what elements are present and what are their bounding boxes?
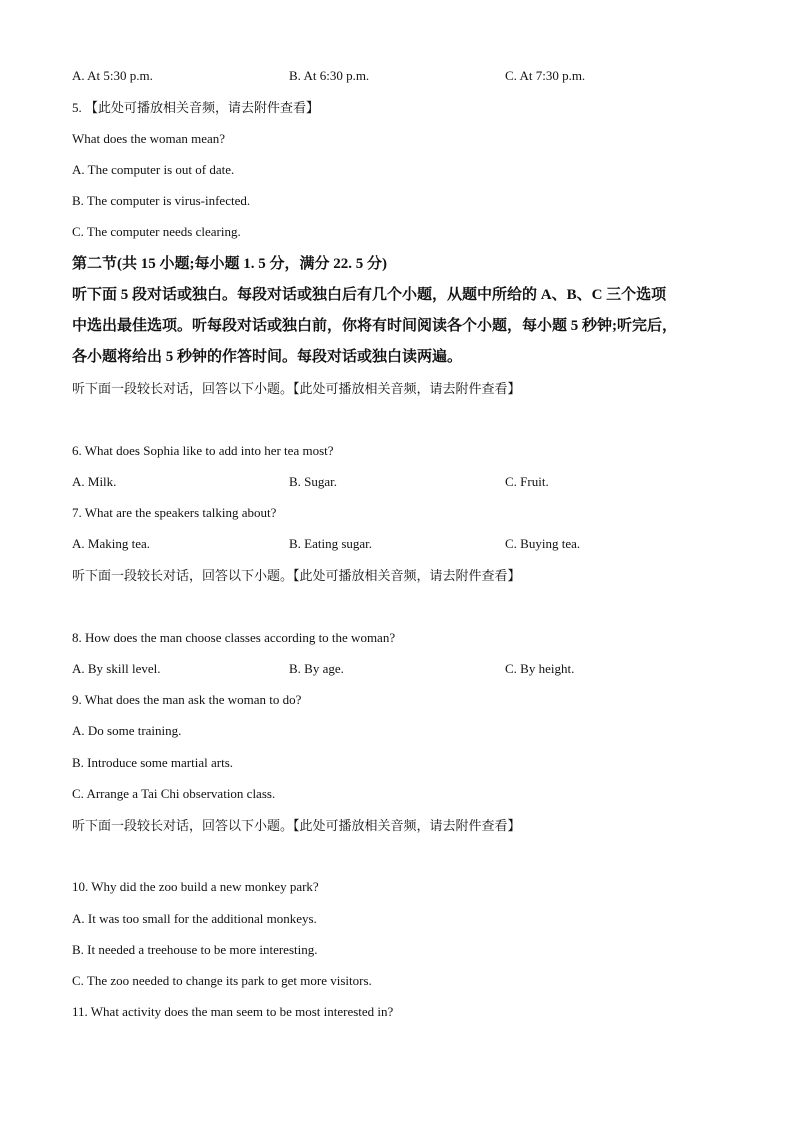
q11-question: 11. What activity does the man seem to be most interested in?	[72, 1004, 394, 1019]
q7-question: 7. What are the speakers talking about?	[72, 505, 277, 520]
q10-question: 10. Why did the zoo build a new monkey park?	[72, 879, 319, 894]
section2-instruction-1: 听下面 5 段对话或独白。每段对话或独白后有几个小题，从题中所给的 A、B、C 三个选项	[72, 287, 667, 303]
q7-option-c: C. Buying tea.	[505, 536, 581, 551]
audio-note-2: 听下面一段较长对话，回答以下小题。【此处可播放相关音频，请去附件查看】	[72, 568, 521, 583]
q5-option-c: C. The computer needs clearing.	[72, 224, 241, 239]
q10-option-c: C. The zoo needed to change its park to get more visitors.	[72, 973, 372, 988]
q8-question: 8. How does the man choose classes according to the woman?	[72, 630, 396, 645]
audio-note-1: 听下面一段较长对话，回答以下小题。【此处可播放相关音频，请去附件查看】	[72, 381, 521, 396]
q8-option-b: B. By age.	[289, 661, 344, 676]
q5-option-b: B. The computer is virus-infected.	[72, 193, 251, 208]
q8-option-c: C. By height.	[505, 661, 575, 676]
q4-option-a: A. At 5:30 p.m.	[72, 68, 153, 83]
q9-option-b: B. Introduce some martial arts.	[72, 755, 234, 770]
q7-option-a: A. Making tea.	[72, 536, 150, 551]
q7-option-b: B. Eating sugar.	[289, 536, 373, 551]
section2-title: 第二节(共 15 小题;每小题 1. 5 分，满分 22. 5 分)	[72, 256, 387, 272]
q9-option-a: A. Do some training.	[72, 723, 182, 738]
q5-question: What does the woman mean?	[72, 131, 226, 146]
audio-note-3: 听下面一段较长对话，回答以下小题。【此处可播放相关音频，请去附件查看】	[72, 818, 521, 833]
q10-option-b: B. It needed a treehouse to be more interesting.	[72, 942, 318, 957]
section2-instruction-3: 各小题将给出 5 秒钟的作答时间。每段对话或独白读两遍。	[72, 349, 463, 365]
q9-option-c: C. Arrange a Tai Chi observation class.	[72, 786, 276, 801]
q8-option-a: A. By skill level.	[72, 661, 161, 676]
q5-header: 5. 【此处可播放相关音频，请去附件查看】	[72, 100, 320, 115]
q6-option-b: B. Sugar.	[289, 474, 338, 489]
q4-option-b: B. At 6:30 p.m.	[289, 68, 370, 83]
q4-option-c: C. At 7:30 p.m.	[505, 68, 586, 83]
q6-option-c: C. Fruit.	[505, 474, 549, 489]
q5-option-a: A. The computer is out of date.	[72, 162, 235, 177]
q6-question: 6. What does Sophia like to add into her tea most?	[72, 443, 334, 458]
section2-instruction-2: 中选出最佳选项。听每段对话或独白前，你将有时间阅读各个小题，每小题 5 秒钟;听完后，	[72, 318, 677, 334]
q10-option-a: A. It was too small for the additional monkeys.	[72, 911, 317, 926]
q6-option-a: A. Milk.	[72, 474, 117, 489]
q9-question: 9. What does the man ask the woman to do?	[72, 692, 302, 707]
